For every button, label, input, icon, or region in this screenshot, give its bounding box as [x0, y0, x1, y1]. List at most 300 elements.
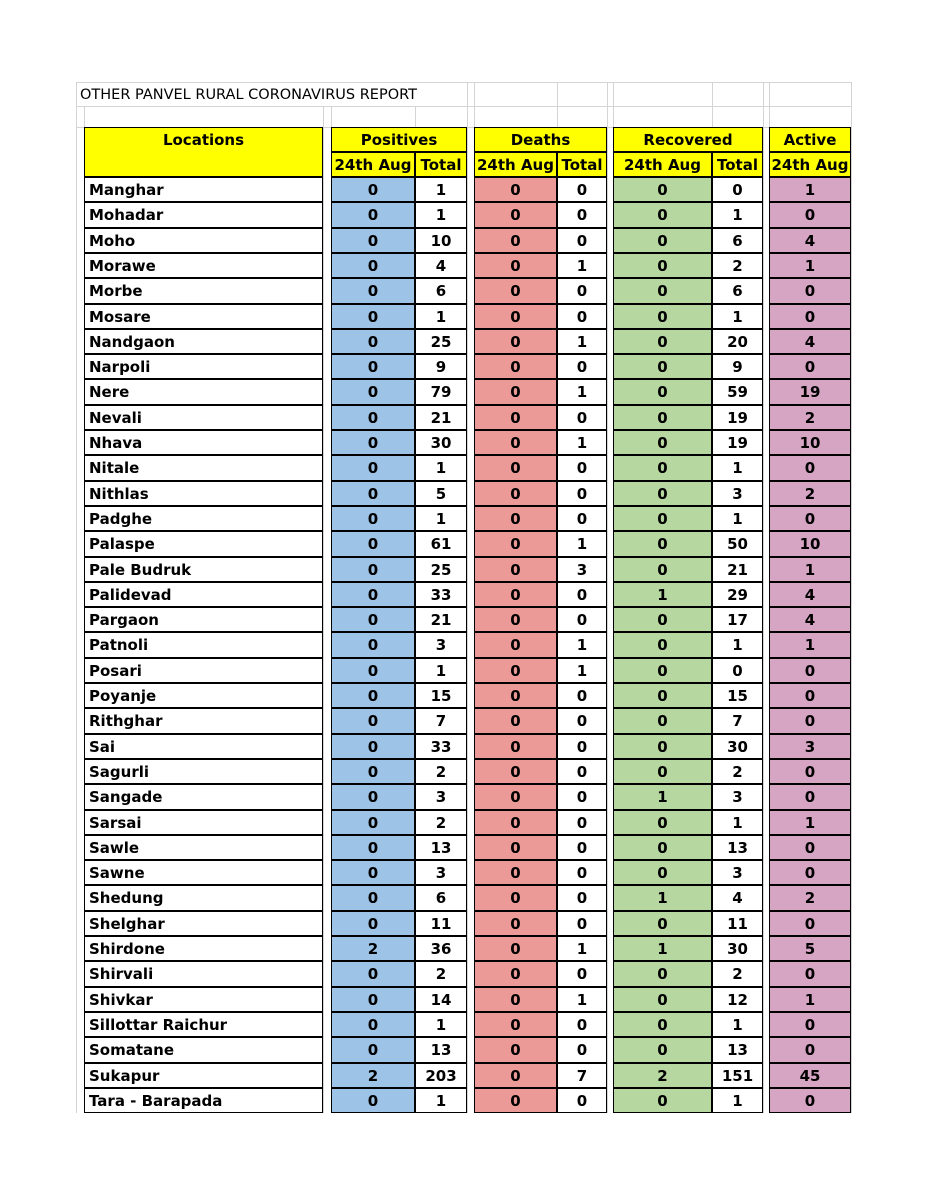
- location-name: Mohadar: [84, 202, 323, 228]
- positives-total-cell: 1: [415, 1088, 467, 1113]
- recovered-total-cell: 1: [712, 632, 763, 658]
- positives-day-cell: 0: [331, 531, 415, 557]
- location-name: Rithghar: [84, 708, 323, 734]
- recovered-day-cell: 0: [613, 278, 712, 304]
- recovered-day-cell: 1: [613, 885, 712, 911]
- recovered-total-cell: 3: [712, 860, 763, 885]
- positives-day-cell: 2: [331, 1063, 415, 1088]
- gridline-vertical: [763, 82, 764, 1113]
- deaths-total-cell: 0: [557, 784, 607, 810]
- recovered-total-cell: 30: [712, 936, 763, 961]
- location-name: Padghe: [84, 506, 323, 531]
- recovered-day-cell: 1: [613, 784, 712, 810]
- deaths-total-cell: 1: [557, 987, 607, 1012]
- recovered-day-cell: 0: [613, 557, 712, 582]
- deaths-day-cell: 0: [474, 379, 557, 405]
- recovered-day-cell: 1: [613, 582, 712, 607]
- positives-total-cell: 6: [415, 885, 467, 911]
- location-name: Pargaon: [84, 607, 323, 632]
- recovered-day-cell: 0: [613, 987, 712, 1012]
- deaths-total-cell: 0: [557, 228, 607, 253]
- deaths-total-cell: 0: [557, 683, 607, 708]
- deaths-day-cell: 0: [474, 936, 557, 961]
- active-day-cell: 1: [769, 177, 851, 202]
- deaths-total-cell: 0: [557, 911, 607, 936]
- active-day-cell: 4: [769, 582, 851, 607]
- report-title: OTHER PANVEL RURAL CORONAVIRUS REPORT: [77, 83, 467, 106]
- positives-day-cell: 0: [331, 961, 415, 987]
- active-day-cell: 1: [769, 253, 851, 278]
- active-day-cell: 0: [769, 455, 851, 481]
- active-day-cell: 0: [769, 304, 851, 329]
- active-day-cell: 0: [769, 658, 851, 683]
- positives-day-cell: 0: [331, 1012, 415, 1037]
- positives-day-cell: 0: [331, 632, 415, 658]
- location-name: Shedung: [84, 885, 323, 911]
- positives-total-cell: 36: [415, 936, 467, 961]
- positives-total-cell: 13: [415, 1037, 467, 1063]
- active-day-cell: 0: [769, 784, 851, 810]
- location-name: Nere: [84, 379, 323, 405]
- recovered-total-cell: 4: [712, 885, 763, 911]
- positives-day-cell: 0: [331, 683, 415, 708]
- gridline-vertical: [76, 82, 77, 1113]
- active-day-cell: 0: [769, 354, 851, 379]
- deaths-day-cell: 0: [474, 202, 557, 228]
- recovered-total-cell: 7: [712, 708, 763, 734]
- recovered-total-cell: 19: [712, 405, 763, 430]
- positives-total-cell: 1: [415, 1012, 467, 1037]
- positives-total-cell: 10: [415, 228, 467, 253]
- header-positives: Positives: [331, 127, 467, 152]
- deaths-day-cell: 0: [474, 987, 557, 1012]
- subheader-recovered-date: 24th Aug: [613, 152, 712, 177]
- gridline-horizontal: [76, 106, 851, 107]
- deaths-total-cell: 0: [557, 1012, 607, 1037]
- active-day-cell: 0: [769, 1037, 851, 1063]
- active-day-cell: 0: [769, 683, 851, 708]
- recovered-day-cell: 0: [613, 202, 712, 228]
- deaths-day-cell: 0: [474, 557, 557, 582]
- recovered-total-cell: 151: [712, 1063, 763, 1088]
- positives-day-cell: 0: [331, 658, 415, 683]
- deaths-day-cell: 0: [474, 304, 557, 329]
- active-day-cell: 0: [769, 1012, 851, 1037]
- location-name: Nitale: [84, 455, 323, 481]
- positives-total-cell: 21: [415, 405, 467, 430]
- positives-total-cell: 4: [415, 253, 467, 278]
- deaths-day-cell: 0: [474, 455, 557, 481]
- positives-total-cell: 1: [415, 658, 467, 683]
- location-name: Nhava: [84, 430, 323, 455]
- deaths-day-cell: 0: [474, 885, 557, 911]
- recovered-day-cell: 0: [613, 481, 712, 506]
- location-name: Patnoli: [84, 632, 323, 658]
- deaths-total-cell: 0: [557, 405, 607, 430]
- location-name: Sillottar Raichur: [84, 1012, 323, 1037]
- deaths-day-cell: 0: [474, 860, 557, 885]
- positives-total-cell: 9: [415, 354, 467, 379]
- deaths-total-cell: 1: [557, 632, 607, 658]
- active-day-cell: 0: [769, 835, 851, 860]
- deaths-day-cell: 0: [474, 481, 557, 506]
- subheader-deaths-total: Total: [557, 152, 607, 177]
- deaths-total-cell: 0: [557, 734, 607, 759]
- recovered-total-cell: 59: [712, 379, 763, 405]
- deaths-total-cell: 0: [557, 759, 607, 784]
- recovered-day-cell: 0: [613, 1012, 712, 1037]
- deaths-day-cell: 0: [474, 658, 557, 683]
- deaths-day-cell: 0: [474, 329, 557, 354]
- recovered-day-cell: 0: [613, 430, 712, 455]
- positives-total-cell: 5: [415, 481, 467, 506]
- deaths-total-cell: 0: [557, 455, 607, 481]
- deaths-total-cell: 0: [557, 278, 607, 304]
- active-day-cell: 19: [769, 379, 851, 405]
- location-name: Posari: [84, 658, 323, 683]
- deaths-total-cell: 0: [557, 961, 607, 987]
- positives-day-cell: 0: [331, 810, 415, 835]
- positives-total-cell: 79: [415, 379, 467, 405]
- positives-day-cell: 0: [331, 734, 415, 759]
- deaths-day-cell: 0: [474, 531, 557, 557]
- deaths-total-cell: 1: [557, 379, 607, 405]
- active-day-cell: 0: [769, 759, 851, 784]
- positives-day-cell: 0: [331, 329, 415, 354]
- positives-day-cell: 0: [331, 784, 415, 810]
- recovered-total-cell: 1: [712, 1012, 763, 1037]
- deaths-total-cell: 0: [557, 1037, 607, 1063]
- deaths-day-cell: 0: [474, 253, 557, 278]
- recovered-total-cell: 2: [712, 759, 763, 784]
- deaths-day-cell: 0: [474, 506, 557, 531]
- location-name: Morawe: [84, 253, 323, 278]
- recovered-total-cell: 1: [712, 202, 763, 228]
- active-day-cell: 0: [769, 278, 851, 304]
- active-day-cell: 45: [769, 1063, 851, 1088]
- recovered-total-cell: 1: [712, 455, 763, 481]
- positives-day-cell: 0: [331, 1037, 415, 1063]
- deaths-total-cell: 3: [557, 557, 607, 582]
- positives-day-cell: 0: [331, 860, 415, 885]
- active-day-cell: 0: [769, 860, 851, 885]
- recovered-day-cell: 0: [613, 658, 712, 683]
- positives-day-cell: 0: [331, 759, 415, 784]
- active-day-cell: 1: [769, 557, 851, 582]
- recovered-day-cell: 0: [613, 455, 712, 481]
- deaths-day-cell: 0: [474, 405, 557, 430]
- positives-day-cell: 0: [331, 708, 415, 734]
- active-day-cell: 0: [769, 911, 851, 936]
- deaths-total-cell: 1: [557, 936, 607, 961]
- active-day-cell: 2: [769, 405, 851, 430]
- recovered-day-cell: 0: [613, 632, 712, 658]
- location-name: Nithlas: [84, 481, 323, 506]
- deaths-total-cell: 0: [557, 354, 607, 379]
- location-name: Sai: [84, 734, 323, 759]
- location-name: Tara - Barapada: [84, 1088, 323, 1113]
- recovered-day-cell: 0: [613, 506, 712, 531]
- recovered-total-cell: 1: [712, 1088, 763, 1113]
- deaths-day-cell: 0: [474, 354, 557, 379]
- positives-total-cell: 30: [415, 430, 467, 455]
- recovered-total-cell: 6: [712, 228, 763, 253]
- positives-total-cell: 14: [415, 987, 467, 1012]
- deaths-total-cell: 1: [557, 329, 607, 354]
- active-day-cell: 4: [769, 329, 851, 354]
- recovered-day-cell: 0: [613, 354, 712, 379]
- location-name: Narpoli: [84, 354, 323, 379]
- positives-day-cell: 0: [331, 481, 415, 506]
- gridline-vertical: [467, 82, 468, 1113]
- recovered-total-cell: 1: [712, 304, 763, 329]
- location-name: Sawne: [84, 860, 323, 885]
- active-day-cell: 1: [769, 987, 851, 1012]
- recovered-total-cell: 13: [712, 835, 763, 860]
- location-name: Sawle: [84, 835, 323, 860]
- deaths-day-cell: 0: [474, 734, 557, 759]
- subheader-recovered-total: Total: [712, 152, 763, 177]
- deaths-total-cell: 0: [557, 582, 607, 607]
- positives-total-cell: 2: [415, 759, 467, 784]
- deaths-day-cell: 0: [474, 784, 557, 810]
- positives-day-cell: 0: [331, 885, 415, 911]
- positives-total-cell: 3: [415, 632, 467, 658]
- recovered-total-cell: 1: [712, 506, 763, 531]
- positives-day-cell: 0: [331, 228, 415, 253]
- location-name: Shirdone: [84, 936, 323, 961]
- gridline-vertical: [323, 82, 324, 1113]
- deaths-total-cell: 1: [557, 658, 607, 683]
- positives-day-cell: 0: [331, 835, 415, 860]
- active-day-cell: 0: [769, 961, 851, 987]
- recovered-day-cell: 0: [613, 531, 712, 557]
- recovered-day-cell: 0: [613, 607, 712, 632]
- positives-total-cell: 15: [415, 683, 467, 708]
- recovered-day-cell: 2: [613, 1063, 712, 1088]
- positives-total-cell: 21: [415, 607, 467, 632]
- positives-total-cell: 3: [415, 860, 467, 885]
- subheader-deaths-date: 24th Aug: [474, 152, 557, 177]
- deaths-total-cell: 0: [557, 481, 607, 506]
- recovered-day-cell: 0: [613, 734, 712, 759]
- deaths-total-cell: 0: [557, 202, 607, 228]
- recovered-total-cell: 20: [712, 329, 763, 354]
- recovered-total-cell: 2: [712, 961, 763, 987]
- positives-total-cell: 1: [415, 202, 467, 228]
- recovered-day-cell: 0: [613, 810, 712, 835]
- positives-day-cell: 0: [331, 202, 415, 228]
- positives-total-cell: 1: [415, 506, 467, 531]
- recovered-day-cell: 0: [613, 961, 712, 987]
- positives-day-cell: 0: [331, 911, 415, 936]
- recovered-day-cell: 0: [613, 708, 712, 734]
- header-active: Active: [769, 127, 851, 152]
- positives-total-cell: 3: [415, 784, 467, 810]
- location-name: Morbe: [84, 278, 323, 304]
- positives-total-cell: 6: [415, 278, 467, 304]
- positives-day-cell: 0: [331, 379, 415, 405]
- positives-total-cell: 203: [415, 1063, 467, 1088]
- recovered-total-cell: 15: [712, 683, 763, 708]
- recovered-total-cell: 19: [712, 430, 763, 455]
- positives-day-cell: 0: [331, 405, 415, 430]
- recovered-total-cell: 0: [712, 658, 763, 683]
- location-name: Poyanje: [84, 683, 323, 708]
- positives-total-cell: 33: [415, 734, 467, 759]
- location-name: Moho: [84, 228, 323, 253]
- recovered-day-cell: 0: [613, 860, 712, 885]
- recovered-day-cell: 0: [613, 405, 712, 430]
- deaths-day-cell: 0: [474, 1088, 557, 1113]
- recovered-day-cell: 0: [613, 683, 712, 708]
- active-day-cell: 0: [769, 708, 851, 734]
- location-name: Somatane: [84, 1037, 323, 1063]
- subheader-positives-total: Total: [415, 152, 467, 177]
- deaths-day-cell: 0: [474, 961, 557, 987]
- positives-total-cell: 33: [415, 582, 467, 607]
- location-name: Nevali: [84, 405, 323, 430]
- positives-day-cell: 0: [331, 253, 415, 278]
- deaths-day-cell: 0: [474, 430, 557, 455]
- deaths-total-cell: 1: [557, 253, 607, 278]
- recovered-day-cell: 0: [613, 835, 712, 860]
- recovered-day-cell: 0: [613, 177, 712, 202]
- active-day-cell: 1: [769, 810, 851, 835]
- positives-total-cell: 61: [415, 531, 467, 557]
- active-day-cell: 5: [769, 936, 851, 961]
- positives-day-cell: 0: [331, 557, 415, 582]
- positives-day-cell: 0: [331, 354, 415, 379]
- deaths-total-cell: 0: [557, 810, 607, 835]
- deaths-day-cell: 0: [474, 759, 557, 784]
- recovered-total-cell: 3: [712, 784, 763, 810]
- positives-total-cell: 1: [415, 177, 467, 202]
- recovered-total-cell: 17: [712, 607, 763, 632]
- gridline-vertical: [607, 82, 608, 1113]
- location-name: Sangade: [84, 784, 323, 810]
- deaths-total-cell: 0: [557, 607, 607, 632]
- positives-total-cell: 7: [415, 708, 467, 734]
- positives-total-cell: 25: [415, 329, 467, 354]
- positives-day-cell: 0: [331, 607, 415, 632]
- location-name: Shirvali: [84, 961, 323, 987]
- recovered-day-cell: 0: [613, 253, 712, 278]
- positives-total-cell: 11: [415, 911, 467, 936]
- header-deaths: Deaths: [474, 127, 607, 152]
- deaths-day-cell: 0: [474, 582, 557, 607]
- deaths-total-cell: 0: [557, 304, 607, 329]
- deaths-total-cell: 0: [557, 177, 607, 202]
- deaths-day-cell: 0: [474, 810, 557, 835]
- recovered-total-cell: 3: [712, 481, 763, 506]
- positives-total-cell: 13: [415, 835, 467, 860]
- recovered-day-cell: 0: [613, 379, 712, 405]
- positives-day-cell: 0: [331, 177, 415, 202]
- deaths-day-cell: 0: [474, 708, 557, 734]
- location-name: Palidevad: [84, 582, 323, 607]
- gridline-vertical: [851, 82, 852, 1113]
- recovered-day-cell: 0: [613, 228, 712, 253]
- positives-day-cell: 2: [331, 936, 415, 961]
- deaths-total-cell: 0: [557, 708, 607, 734]
- deaths-day-cell: 0: [474, 683, 557, 708]
- deaths-total-cell: 0: [557, 885, 607, 911]
- deaths-total-cell: 0: [557, 835, 607, 860]
- positives-total-cell: 1: [415, 455, 467, 481]
- recovered-day-cell: 0: [613, 759, 712, 784]
- active-day-cell: 0: [769, 506, 851, 531]
- positives-day-cell: 0: [331, 987, 415, 1012]
- positives-day-cell: 0: [331, 304, 415, 329]
- active-day-cell: 4: [769, 228, 851, 253]
- recovered-day-cell: 0: [613, 1037, 712, 1063]
- location-name: Sukapur: [84, 1063, 323, 1088]
- active-day-cell: 10: [769, 430, 851, 455]
- recovered-total-cell: 6: [712, 278, 763, 304]
- active-day-cell: 0: [769, 202, 851, 228]
- positives-day-cell: 0: [331, 582, 415, 607]
- active-day-cell: 4: [769, 607, 851, 632]
- location-name: Nandgaon: [84, 329, 323, 354]
- recovered-day-cell: 0: [613, 911, 712, 936]
- location-name: Manghar: [84, 177, 323, 202]
- positives-total-cell: 1: [415, 304, 467, 329]
- location-name: Shelghar: [84, 911, 323, 936]
- recovered-total-cell: 12: [712, 987, 763, 1012]
- deaths-total-cell: 0: [557, 860, 607, 885]
- deaths-day-cell: 0: [474, 278, 557, 304]
- positives-total-cell: 2: [415, 961, 467, 987]
- location-name: Sarsai: [84, 810, 323, 835]
- subheader-positives-date: 24th Aug: [331, 152, 415, 177]
- location-name: Sagurli: [84, 759, 323, 784]
- recovered-total-cell: 29: [712, 582, 763, 607]
- deaths-day-cell: 0: [474, 228, 557, 253]
- active-day-cell: 3: [769, 734, 851, 759]
- deaths-total-cell: 1: [557, 430, 607, 455]
- deaths-day-cell: 0: [474, 911, 557, 936]
- positives-day-cell: 0: [331, 455, 415, 481]
- positives-day-cell: 0: [331, 430, 415, 455]
- recovered-total-cell: 9: [712, 354, 763, 379]
- recovered-total-cell: 30: [712, 734, 763, 759]
- recovered-total-cell: 13: [712, 1037, 763, 1063]
- recovered-day-cell: 1: [613, 936, 712, 961]
- recovered-total-cell: 1: [712, 810, 763, 835]
- recovered-day-cell: 0: [613, 329, 712, 354]
- active-day-cell: 2: [769, 481, 851, 506]
- deaths-total-cell: 1: [557, 531, 607, 557]
- deaths-day-cell: 0: [474, 1063, 557, 1088]
- positives-day-cell: 0: [331, 1088, 415, 1113]
- deaths-total-cell: 0: [557, 1088, 607, 1113]
- deaths-day-cell: 0: [474, 632, 557, 658]
- active-day-cell: 2: [769, 885, 851, 911]
- header-locations-label: Locations: [162, 130, 245, 149]
- header-recovered: Recovered: [613, 127, 763, 152]
- deaths-total-cell: 0: [557, 506, 607, 531]
- active-day-cell: 10: [769, 531, 851, 557]
- location-name: Mosare: [84, 304, 323, 329]
- deaths-day-cell: 0: [474, 177, 557, 202]
- deaths-day-cell: 0: [474, 1012, 557, 1037]
- recovered-total-cell: 50: [712, 531, 763, 557]
- recovered-day-cell: 0: [613, 304, 712, 329]
- deaths-day-cell: 0: [474, 1037, 557, 1063]
- location-name: Shivkar: [84, 987, 323, 1012]
- recovered-total-cell: 2: [712, 253, 763, 278]
